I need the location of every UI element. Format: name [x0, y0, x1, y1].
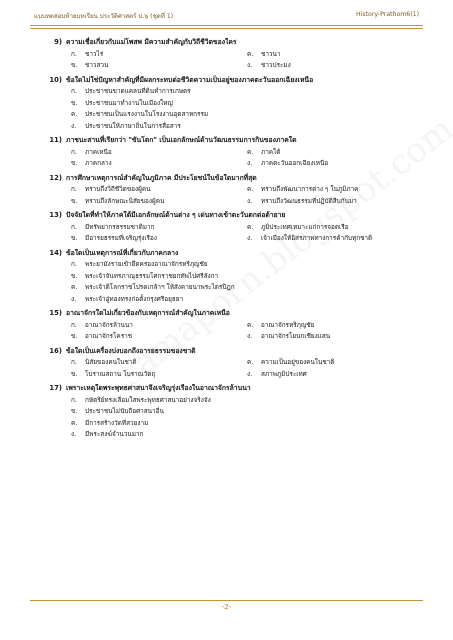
option-text: ประชาชนขาดแคลนที่ดินทำการเกษตร: [85, 87, 191, 95]
question-text: ภาชนะสานที่เรียกว่า "ขันโตก" เป็นเอกลักษณ์ด้านวัฒนธรรมการกินของภาคใด: [66, 136, 297, 144]
option-letter: ค.: [247, 147, 254, 156]
option-text: ทราบถึงพัฒนาการต่าง ๆ ในภูมิภาค: [261, 185, 359, 193]
answer-option: [247, 357, 417, 369]
question-stem: [47, 135, 417, 147]
question-stem: [47, 37, 417, 49]
answer-option: [71, 406, 417, 418]
option-text: สภาพภูมิประเทศ: [261, 369, 307, 378]
option-row: [47, 121, 417, 133]
question-text: ข้อใดเป็นเครื่องบ่งบอกถึงอารยธรรมของชาติ: [66, 346, 196, 355]
option-letter: ข.: [71, 271, 78, 280]
option-text: ประชาชนมาทำงานในเมืองใหญ่: [85, 98, 173, 107]
answer-option: [247, 233, 417, 245]
answer-option: [71, 222, 241, 234]
option-letter: ค.: [71, 418, 78, 427]
option-text: ทราบถึงลักษณะนิสัยของผู้คน: [85, 196, 165, 205]
option-text: ความเป็นอยู่ของคนในชาติ: [261, 358, 335, 366]
option-letter: ข.: [71, 407, 78, 415]
option-row: [47, 271, 417, 283]
option-row: [47, 418, 417, 430]
option-letter: ก.: [71, 320, 77, 329]
option-letter: ค.: [247, 222, 254, 231]
option-letter: ง.: [247, 369, 253, 378]
question-number: 10): [49, 75, 62, 84]
option-letter: ก.: [71, 147, 77, 156]
option-text: โบราณสถาน โบราณวัตถุ: [85, 369, 156, 378]
answer-option: [247, 184, 417, 196]
option-text: ชาวสวน: [85, 61, 109, 69]
answer-option: [71, 233, 241, 245]
option-text: อาณาจักรโคราช: [85, 332, 133, 340]
option-letter: ก.: [71, 49, 77, 58]
page-number: -2-: [221, 603, 232, 611]
option-text: ชาวประมง: [261, 61, 291, 69]
option-row: [47, 331, 417, 343]
option-text: พระเจ้าจันทรภาณุธรรมโศกราชยกทัพไปศรีลังกา: [85, 271, 219, 280]
option-letter: ข.: [71, 234, 78, 242]
option-letter: ค.: [247, 49, 254, 58]
question-stem: [47, 210, 417, 222]
question-number: 9): [54, 38, 62, 46]
question-text: ข้อใดเป็นเหตุการณ์ที่เกี่ยวกับภาคกลาง: [66, 248, 179, 257]
answer-option: [71, 184, 241, 196]
option-letter: ง.: [247, 61, 253, 69]
option-letter: ข.: [71, 98, 78, 107]
option-text: ประชาชนไม่นับถือศาสนาอื่น: [85, 407, 164, 415]
option-text: ภาคกลาง: [85, 159, 112, 167]
question-text: การศึกษาเหตุการณ์สำคัญในภูมิภาค มีประโยชน์ในข้อใดมากที่สุด: [66, 173, 257, 182]
answer-option: [71, 418, 417, 430]
answer-option: [71, 429, 417, 441]
option-row: [47, 357, 417, 369]
option-text: พระเจ้าติโลกราชโปรดเกล้าฯ ให้สังคายนาพระไตรปิฎก: [85, 283, 235, 291]
option-letter: ก.: [71, 260, 77, 268]
question-number: 11): [49, 136, 62, 144]
option-letter: ง.: [71, 121, 77, 130]
option-letter: ค.: [247, 358, 254, 366]
footer-divider: [30, 600, 423, 601]
question-block: [47, 346, 417, 384]
answer-option: [247, 222, 417, 234]
option-row: [47, 86, 417, 98]
option-row: [47, 196, 417, 208]
option-text: ภาคเหนือ: [85, 147, 112, 156]
option-letter: ง.: [247, 332, 253, 340]
option-row: [47, 49, 417, 61]
option-letter: ก.: [71, 222, 77, 231]
option-row: [47, 147, 417, 159]
answer-option: [71, 60, 241, 72]
option-row: [47, 184, 417, 196]
question-text: ความเชื่อเกี่ยวกับแม่โพสพ มีความสำคัญกับวิถีชีวิตของใคร: [66, 38, 237, 46]
question-block: [47, 75, 417, 136]
option-text: ทราบถึงวิถีชีวิตของผู้คน: [85, 185, 151, 193]
option-text: ภูมิประเทศเหมาะแก่การจอดเรือ: [261, 222, 349, 231]
option-text: ประชาชนเป็นแรงงานในโรงงานอุตสาหกรรม: [85, 110, 209, 118]
answer-option: [247, 196, 417, 208]
answer-option: [71, 395, 417, 407]
option-letter: ค.: [71, 283, 78, 291]
option-row: [47, 369, 417, 381]
question-block: [47, 383, 417, 444]
header-divider-thin: [30, 28, 423, 29]
answer-option: [71, 271, 417, 283]
question-text: อาณาจักรใดไม่เกี่ยวข้องกับเหตุการณ์สำคัญในภาคเหนือ: [66, 309, 230, 317]
option-letter: ข.: [71, 369, 78, 378]
answer-option: [247, 320, 417, 332]
question-text: ปัจจัยใดที่ทำให้ภาคใต้มีเอกลักษณ์ด้านต่าง ๆ เด่นทางเข้าตะวันตกต่อต้ายาย: [66, 211, 286, 219]
option-letter: ก.: [71, 185, 77, 193]
header-divider: [30, 25, 423, 26]
answer-option: [247, 147, 417, 159]
answer-option: [71, 158, 241, 170]
option-text: อาณาจักรล้านนา: [85, 320, 133, 329]
answer-option: [71, 121, 417, 133]
option-letter: ง.: [247, 196, 253, 205]
answer-option: [247, 49, 417, 61]
question-stem: [47, 248, 417, 260]
option-row: [47, 282, 417, 294]
question-stem: [47, 75, 417, 87]
option-letter: ง.: [71, 430, 77, 438]
question-block: [47, 248, 417, 309]
option-text: มีอารยธรรมที่เจริญรุ่งเรือง: [85, 234, 157, 242]
option-row: [47, 233, 417, 245]
answer-option: [71, 320, 241, 332]
option-letter: ค.: [247, 185, 254, 193]
answer-option: [71, 86, 417, 98]
question-stem: [47, 308, 417, 320]
option-row: [47, 406, 417, 418]
option-letter: ก.: [71, 358, 77, 366]
option-row: [47, 60, 417, 72]
option-text: พระเจ้าอู่ทองทรงก่อตั้งกรุงศรีอยุธยา: [85, 294, 184, 303]
option-text: ชาวไร่: [85, 49, 104, 58]
answer-option: [71, 282, 417, 294]
question-number: 12): [49, 173, 62, 182]
option-row: [47, 294, 417, 306]
header-title: แบบทดสอบท้ายบทเรียน ประวัติศาสตร์ ป.๖ (ชุดที่ 1): [34, 13, 174, 20]
option-row: [47, 222, 417, 234]
option-letter: ข.: [71, 61, 78, 69]
option-letter: ง.: [71, 294, 77, 303]
option-row: [47, 320, 417, 332]
question-block: [47, 37, 417, 75]
question-block: [47, 308, 417, 346]
answer-option: [71, 369, 241, 381]
answer-option: [247, 369, 417, 381]
question-text: ข้อใดไม่ใช่ปัญหาสำคัญที่มีผลกระทบต่อชีวิตความเป็นอยู่ของภาคตะวันออกเฉียงเหนือ: [66, 75, 314, 84]
question-number: 15): [49, 309, 62, 317]
option-text: ภาคใต้: [261, 147, 281, 156]
option-letter: ก.: [71, 87, 77, 95]
option-text: มีพระสงฆ์จำนวนมาก: [85, 430, 144, 438]
option-text: ภาคตะวันออกเฉียงเหนือ: [261, 159, 329, 167]
option-row: [47, 158, 417, 170]
answer-option: [71, 331, 241, 343]
question-block: [47, 173, 417, 211]
option-text: อาณาจักรหริภุญชัย: [261, 320, 315, 329]
answer-option: [71, 196, 241, 208]
option-text: มีการสร้างวัดที่สวยงาม: [85, 418, 149, 427]
option-letter: ข.: [71, 196, 78, 205]
option-text: เจ้าเมืองให้อิสรภาพทางการค้ากับทุกชาติ: [261, 234, 373, 242]
option-text: อาณาจักรโยนกเชียงแสน: [261, 332, 331, 340]
option-text: พระยามังรายเข้ายึดครองอาณาจักรหริภุญชัย: [85, 260, 208, 268]
answer-option: [71, 49, 241, 61]
option-letter: ง.: [247, 234, 253, 242]
question-list: [47, 37, 417, 444]
option-text: ทราบถึงวัฒนธรรมที่ปฏิบัติสืบกันมา: [261, 196, 357, 205]
option-row: [47, 109, 417, 121]
option-letter: ก.: [71, 395, 77, 404]
option-letter: ง.: [247, 159, 253, 167]
option-row: [47, 429, 417, 441]
question-number: 14): [49, 248, 62, 257]
option-text: กษัตริย์ทรงเลื่อมใสพระพุทธศาสนาอย่างจริงจัง: [85, 395, 211, 404]
answer-option: [247, 158, 417, 170]
answer-option: [71, 98, 417, 110]
question-block: [47, 210, 417, 248]
option-row: [47, 98, 417, 110]
question-number: 13): [49, 211, 62, 219]
option-row: [47, 395, 417, 407]
answer-option: [71, 109, 417, 121]
answer-option: [71, 357, 241, 369]
answer-option: [71, 294, 417, 306]
question-number: 17): [49, 384, 62, 392]
question-stem: [47, 346, 417, 358]
option-letter: ค.: [71, 110, 78, 118]
question-text: เพราะเหตุใดพระพุทธศาสนาจึงเจริญรุ่งเรืองในอาณาจักรล้านนา: [66, 384, 251, 392]
answer-option: [71, 147, 241, 159]
question-stem: [47, 383, 417, 395]
option-text: ประชาชนให้ภาษาถิ่นในการสื่อสาร: [85, 121, 181, 130]
option-text: ชาวนา: [261, 49, 281, 58]
option-letter: ข.: [71, 159, 78, 167]
question-stem: [47, 173, 417, 185]
option-text: มีทรัพยากรธรรมชาติมาก: [85, 222, 155, 231]
question-block: [47, 135, 417, 173]
answer-option: [71, 259, 417, 271]
option-letter: ข.: [71, 332, 78, 340]
answer-option: [247, 331, 417, 343]
option-letter: ค.: [247, 320, 254, 329]
option-text: นิสัยของคนในชาติ: [85, 358, 137, 366]
question-number: 16): [49, 346, 62, 355]
answer-option: [247, 60, 417, 72]
page-header: [30, 8, 423, 22]
option-row: [47, 259, 417, 271]
header-code: History-Prathom6(1): [356, 11, 419, 18]
